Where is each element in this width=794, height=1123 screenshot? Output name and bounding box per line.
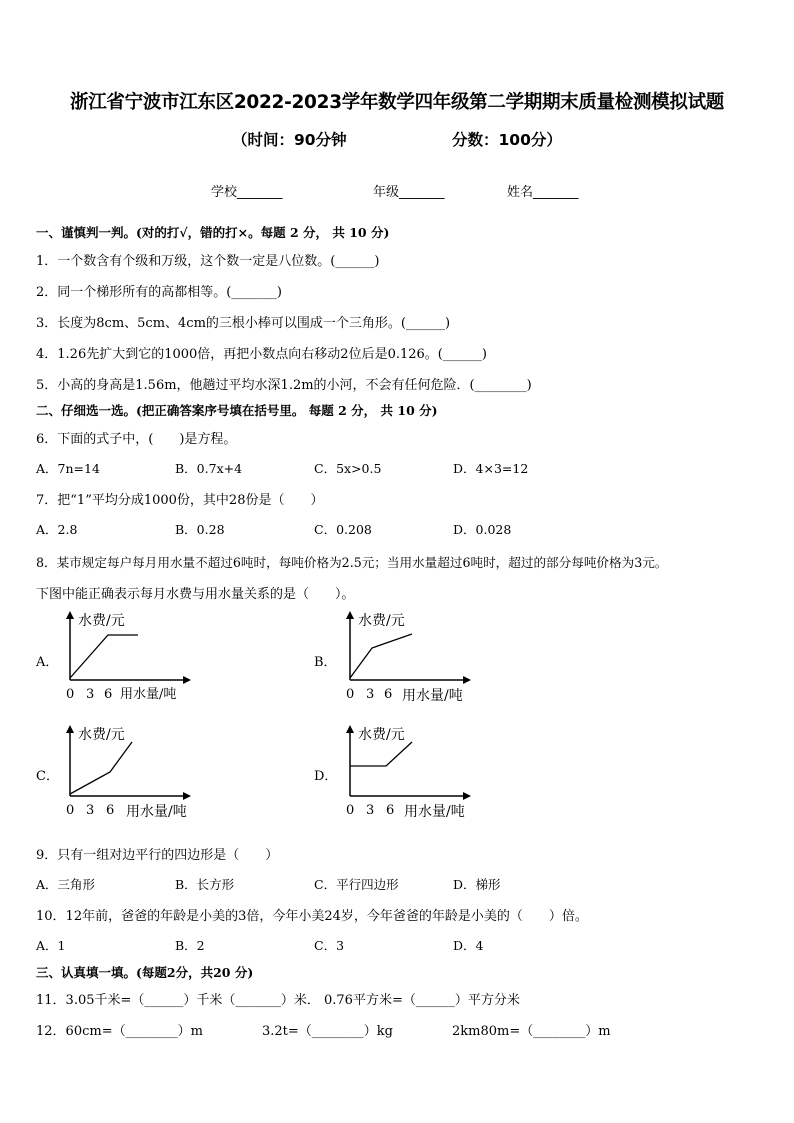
question-3: 3．长度为8cm、5cm、4cm的三根小棒可以围成一个三角形。(______) (36, 316, 451, 331)
question-7: 7．把“1”平均分成1000份，其中28份是（ ） (36, 493, 324, 508)
q6-option-a: A．7n=14 (36, 461, 100, 476)
q8-option-d-label: D． (314, 769, 338, 784)
school-field: 学校_______ (211, 185, 283, 200)
q7-option-c: C．0.208 (314, 522, 372, 537)
question-12-part-b: 3.2t=（________）kg (262, 1024, 393, 1039)
q10-option-b: B．2 (175, 938, 205, 953)
section-3-heading: 三、认真填一填。(每题2分，共20 分) (36, 965, 254, 980)
question-2: 2．同一个梯形所有的高都相等。(_______) (36, 285, 282, 300)
graph-d-tick-6: 6 (386, 803, 395, 818)
question-9: 9．只有一组对边平行的四边形是（ ） (36, 848, 279, 863)
graph-c-xlabel: 用水量/吨 (126, 804, 187, 820)
graph-a-ylabel: 水费/元 (78, 613, 125, 629)
graph-b-tick-3: 3 (366, 687, 375, 702)
question-6: 6．下面的式子中，( )是方程。 (36, 432, 237, 447)
q10-option-a: A．1 (36, 938, 66, 953)
question-4: 4．1.26先扩大到它的1000倍，再把小数点向右移动2位后是0.126。(______) (36, 347, 487, 362)
graph-d-tick-3: 3 (366, 803, 375, 818)
graph-d-xlabel: 用水量/吨 (404, 804, 465, 820)
q10-option-c: C．3 (314, 938, 345, 953)
question-8-line-1: 8．某市规定每户每月用水量不超过6吨时，每吨价格为2.5元；当用水量超过6吨时，超过的部分每吨价格为3元。 (36, 555, 668, 570)
grade-field: 年级_______ (373, 185, 445, 200)
q9-option-c: C．平行四边形 (314, 877, 399, 892)
q8-option-a-label: A． (36, 655, 59, 670)
q7-option-d: D．0.028 (453, 522, 512, 537)
exam-score: 分数：100分） (452, 131, 562, 149)
section-2-heading: 二、仔细选一选。(把正确答案序号填在括号里。 每题 2 分， 共 10 分) (36, 403, 438, 418)
graph-c-tick-6: 6 (106, 803, 115, 818)
graph-d-tick-0: 0 (346, 803, 355, 818)
q6-option-d: D．4×3=12 (453, 461, 529, 476)
graph-b-xlabel: 用水量/吨 (402, 688, 463, 704)
question-1: 1．一个数含有个级和万级，这个数一定是八位数。(______) (36, 254, 380, 269)
q8-graph-a (60, 608, 220, 708)
question-8-line-2: 下图中能正确表示每月水费与用水量关系的是（ ）。 (36, 587, 355, 602)
question-5: 5．小高的身高是1.56m，他趟过平均水深1.2m的小河，不会有任何危险．(________) (36, 378, 532, 393)
graph-a-xlabel: 用水量/吨 (120, 687, 177, 702)
q7-option-b: B．0.28 (175, 522, 225, 537)
graph-d-ylabel: 水费/元 (358, 727, 405, 743)
question-12-part-a: 12．60cm=（________）m (36, 1024, 203, 1039)
graph-c-tick-3: 3 (86, 803, 95, 818)
q8-graph-d (340, 722, 500, 822)
exam-time: （时间：90分钟 (232, 131, 347, 149)
name-field: 姓名_______ (507, 185, 579, 200)
graph-a-tick-6: 6 (104, 687, 113, 702)
q10-option-d: D．4 (453, 938, 484, 953)
q8-option-b-label: B． (314, 655, 337, 670)
q9-option-d: D．梯形 (453, 877, 501, 892)
q7-option-a: A．2.8 (36, 522, 78, 537)
graph-a-tick-0: 0 (66, 687, 75, 702)
q8-option-c-label: C． (36, 769, 59, 784)
page-title: 浙江省宁波市江东区2022-2023学年数学四年级第二学期期末质量检测模拟试题 (70, 92, 724, 113)
q9-option-b: B．长方形 (175, 877, 235, 892)
question-11: 11．3.05千米=（______）千米（_______）米． 0.76平方米=（______）平方分米 (36, 993, 520, 1008)
graph-b-tick-0: 0 (346, 687, 355, 702)
graph-b-ylabel: 水费/元 (358, 613, 405, 629)
q6-option-c: C．5x>0.5 (314, 461, 382, 476)
section-1-heading: 一、谨慎判一判。(对的打√，错的打×。每题 2 分， 共 10 分) (36, 225, 390, 240)
q6-option-b: B．0.7x+4 (175, 461, 243, 476)
q8-graph-c (60, 722, 220, 822)
graph-c-ylabel: 水费/元 (78, 727, 125, 743)
graph-a-tick-3: 3 (86, 687, 95, 702)
graph-c-tick-0: 0 (66, 803, 75, 818)
graph-b-tick-6: 6 (384, 687, 393, 702)
question-12-part-c: 2km80m=（________）m (452, 1024, 611, 1039)
question-10: 10．12年前，爸爸的年龄是小美的3倍，今年小美24岁，今年爸爸的年龄是小美的（ ）倍。 (36, 909, 588, 924)
q9-option-a: A．三角形 (36, 877, 96, 892)
q8-graph-b (340, 608, 500, 708)
